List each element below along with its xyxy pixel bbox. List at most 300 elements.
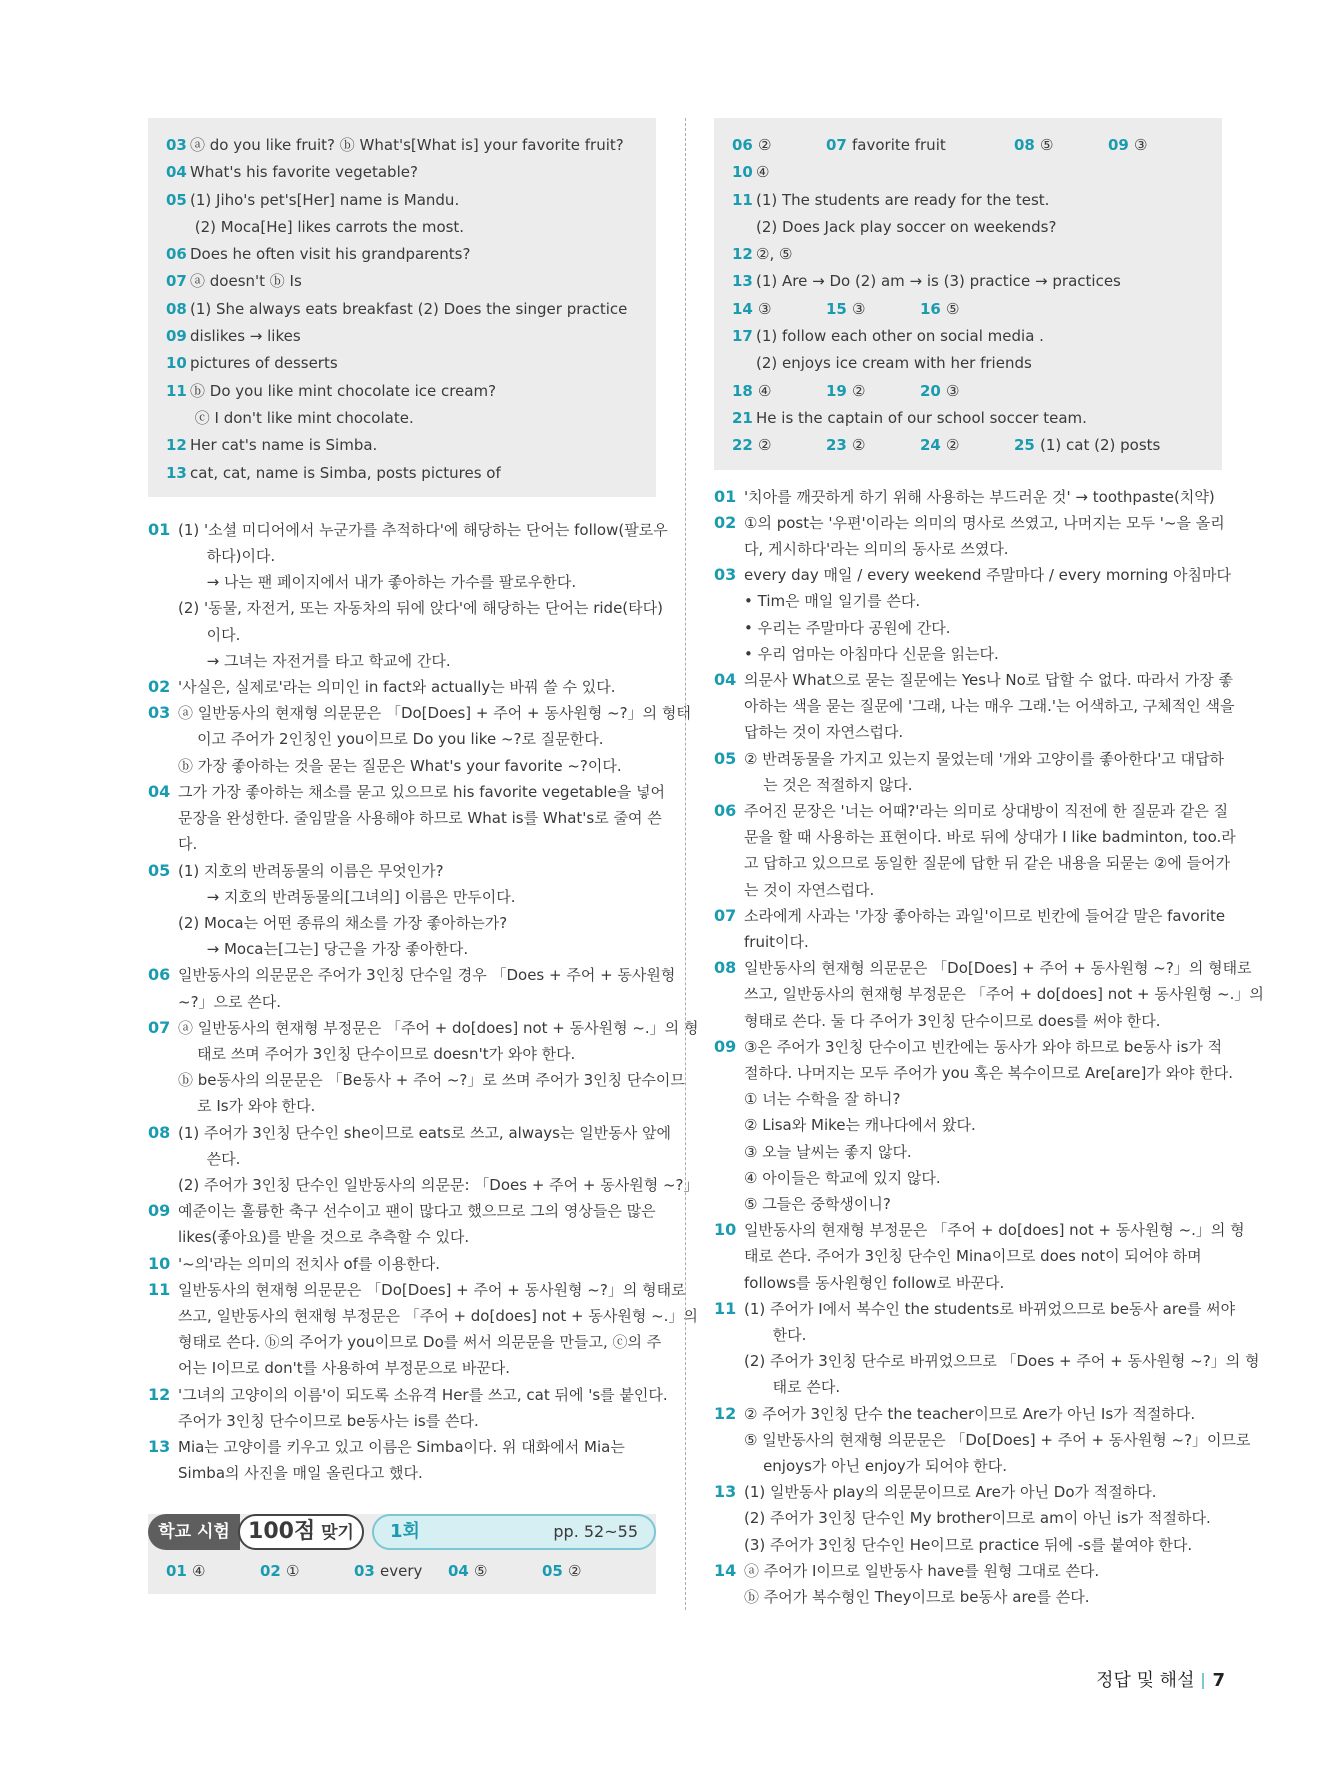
answer-cell [1014, 432, 1214, 459]
answer-text: (1) She always eats breakfast (2) Does the singer practice [190, 299, 628, 318]
perfect-score-badge [238, 1514, 364, 1550]
perfect-score-number: 100점 [248, 1519, 316, 1545]
explanation-item [148, 858, 656, 963]
explanation-item [148, 1382, 668, 1434]
explanation-number: 10 [148, 1253, 171, 1273]
explanation-number: 03 [714, 565, 737, 585]
answer-number: 10 [732, 163, 753, 182]
answer-text: ② [758, 136, 772, 154]
answer-text: What's his favorite vegetable? [190, 163, 418, 182]
explanation-lines [178, 779, 665, 858]
explanation-lines [744, 667, 1234, 746]
explanation-item [714, 955, 1264, 1034]
answer-number: 03 [354, 1562, 375, 1581]
perfect-score-suffix: 맞기 [321, 1523, 354, 1544]
explanation-line: ⓑ 가장 좋아하는 것을 묻는 질문은 What's your favorite ~?이다. [178, 756, 622, 775]
explanation-line: '치아를 깨끗하게 하기 위해 사용하는 부드러운 것' → toothpaste(치약) [744, 487, 1215, 506]
explanation-item [148, 962, 676, 1014]
explanation-item [714, 562, 1231, 667]
explanation-lines [178, 1120, 699, 1199]
explanation-number: 07 [148, 1017, 171, 1037]
explanation-lines [744, 903, 1225, 955]
answer-text: ② [568, 1562, 582, 1581]
explanation-lines [744, 1296, 1259, 1401]
explanation-line: 는 것은 적절하지 않다. [744, 775, 913, 794]
answer-line [732, 350, 1204, 377]
explanation-line: 태로 쓰며 주어가 3인칭 단수이므로 doesn't가 와야 한다. [178, 1044, 576, 1063]
explanation-line: ①의 post는 '우편'이라는 의미의 명사로 쓰였고, 나머지는 모두 '~을 올리 [744, 513, 1225, 532]
explanation-item [148, 1120, 699, 1199]
answer-number: 13 [166, 463, 187, 482]
explanation-line: 태로 쓴다. 주어가 3인칭 단수인 Mina이므로 does not이 되어야 하며 [744, 1247, 1202, 1266]
explanation-line: 소라에게 사과는 '가장 좋아하는 과일'이므로 빈칸에 들어갈 말은 favorite [744, 906, 1226, 925]
explanation-line: (1) 주어가 I에서 복수인 the students로 바뀌었으므로 be동사 are를 써야 [744, 1299, 1236, 1318]
explanation-number: 05 [148, 860, 171, 880]
explanation-line: (2) 주어가 3인칭 단수로 바뀌었으므로 「Does + 주어 + 동사원형 ~?」의 형 [744, 1352, 1260, 1371]
answer-line [732, 214, 1204, 241]
explanation-lines [744, 955, 1264, 1034]
explanation-number: 10 [714, 1220, 737, 1240]
explanation-line: ⓐ 일반동사의 현재형 의문문은 「Do[Does] + 주어 + 동사원형 ~?」의 형태 [178, 704, 691, 723]
answer-line [166, 378, 638, 405]
page-range: pp. 52~55 [553, 1522, 638, 1542]
explanation-lines [178, 1434, 656, 1486]
answer-text: (1) follow each other on social media . [756, 327, 1044, 346]
explanation-line: • 우리는 주말마다 공원에 간다. [744, 618, 951, 637]
answer-text: Her cat's name is Simba. [190, 436, 378, 455]
explanation-line: enjoys가 아닌 enjoy가 되어야 한다. [744, 1457, 1008, 1476]
explanation-line: 그가 가장 좋아하는 채소를 묻고 있으므로 his favorite vegetable을 넣어 [178, 782, 666, 801]
answer-text: ② [758, 436, 772, 455]
answer-cell [732, 132, 826, 159]
round-pill [372, 1514, 656, 1550]
answer-text: cat, cat, name is Simba, posts pictures of [190, 463, 501, 482]
answer-number: 12 [732, 245, 753, 264]
answer-line [166, 214, 638, 241]
explanation-number: 06 [714, 801, 737, 820]
answer-text: He is the captain of our school soccer team. [756, 408, 1087, 427]
explanation-line: ③ 오늘 날씨는 좋지 않다. [744, 1142, 912, 1161]
footer-divider [1202, 1673, 1204, 1689]
answer-text: ② [852, 436, 866, 455]
answer-number: 09 [166, 327, 187, 346]
answer-text: ⓐ doesn't ⓑ Is [190, 272, 302, 291]
explanation-line: 아하는 색을 묻는 질문에 '그래, 나는 매우 그래.'는 어색하고, 구체적인 색을 [744, 697, 1235, 716]
explanation-line: ⓐ 일반동사의 현재형 부정문은 「주어 + do[does] not + 동사원형 ~.」의 형 [178, 1018, 699, 1037]
explanation-line: (2) 주어가 3인칭 단수인 My brother이므로 am이 아닌 is가 적절하다. [744, 1509, 1211, 1528]
answer-cell [920, 378, 1014, 405]
explanation-item [714, 1479, 1222, 1558]
explanation-line: 일반동사의 현재형 의문문은 「Do[Does] + 주어 + 동사원형 ~?」의 형태로 [178, 1280, 686, 1299]
page-number: 7 [1212, 1670, 1225, 1691]
answer-text: (1) Jiho's pet's[Her] name is Mandu. [190, 190, 460, 209]
explanation-line: (2) 주어가 3인칭 단수인 일반동사의 의문문: 「Does + 주어 + 동사원형 ~?」 [178, 1175, 699, 1194]
answer-number: 20 [920, 381, 941, 400]
explanation-line: 이다. [178, 625, 241, 644]
explanation-line: likes(좋아요)를 받을 것으로 추측할 수 있다. [178, 1228, 470, 1247]
answer-cell [166, 1558, 260, 1585]
answer-text: ②, ⑤ [756, 245, 793, 264]
explanation-line: (1) 지호의 반려동물의 이름은 무엇인가? [178, 861, 444, 880]
explanation-number: 08 [714, 958, 737, 978]
answer-line [166, 241, 638, 268]
explanation-lines [744, 1558, 1222, 1610]
answer-cell [542, 1558, 636, 1585]
explanation-line: 절하다. 나머지는 모두 주어가 you 혹은 복수이므로 Are[are]가 와야 한다. [744, 1064, 1234, 1083]
answer-line [166, 296, 638, 323]
explanation-line: Simba의 사진을 매일 올린다고 했다. [178, 1464, 423, 1483]
explanation-item [714, 1558, 1222, 1610]
explanation-item [148, 674, 656, 700]
explanation-line: ⑤ 그들은 중학생이니? [744, 1195, 891, 1214]
explanation-number: 01 [714, 486, 737, 506]
explanation-number: 12 [148, 1384, 171, 1404]
explanation-line: ⑤ 일반동사의 현재형 의문문은 「Do[Does] + 주어 + 동사원형 ~?」이므로 [744, 1430, 1251, 1449]
answer-cell [826, 296, 920, 323]
explanation-number: 05 [714, 748, 737, 768]
explanation-number: 07 [714, 905, 737, 925]
answer-grid-row [166, 1558, 638, 1585]
explanation-line: 로 Is가 와야 한다. [178, 1097, 316, 1116]
explanation-number: 09 [714, 1036, 737, 1056]
explanation-number: 11 [714, 1298, 737, 1318]
answer-number: 05 [542, 1562, 563, 1581]
explanation-lines [178, 1015, 698, 1120]
answer-number: 21 [732, 408, 753, 427]
explanation-number: 02 [714, 512, 737, 532]
answer-number: 25 [1014, 436, 1035, 455]
answer-line [732, 323, 1204, 350]
explanation-line: 태로 쓴다. [744, 1378, 841, 1397]
explanation-lines [178, 700, 691, 779]
explanation-lines [744, 1479, 1222, 1558]
answer-grid-row [732, 378, 1204, 405]
answer-cell [354, 1558, 448, 1585]
answer-line [166, 460, 638, 487]
answer-text: pictures of desserts [190, 354, 338, 373]
test-header [148, 1514, 656, 1550]
explanation-line: ~?」으로 쓴다. [178, 992, 282, 1011]
explanation-item [714, 746, 1225, 798]
answer-grid-row [732, 132, 1204, 159]
answer-number: 07 [166, 272, 187, 291]
explanation-number: 01 [148, 519, 171, 539]
answer-cell [1108, 132, 1202, 159]
explanation-item [714, 1217, 1245, 1296]
explanation-lines [178, 1382, 668, 1434]
school-test-label: 학교 시험 [148, 1514, 240, 1550]
explanation-lines [744, 1217, 1245, 1296]
answer-number: 11 [166, 381, 187, 400]
explanation-item [148, 700, 691, 779]
answer-text: (2) Does Jack play soccer on weekends? [756, 217, 1057, 236]
explanation-line: 문장을 완성한다. 줄임말을 사용해야 하므로 What is를 What's로 줄여 쓴 [178, 809, 662, 828]
answer-cell [826, 132, 1014, 159]
answer-text: ③ [758, 299, 772, 318]
answer-line [166, 187, 638, 214]
explanation-line: 고 답하고 있으므로 동일한 질문에 답한 뒤 같은 내용을 되묻는 ②에 들어가 [744, 854, 1231, 873]
answer-text: ③ [852, 299, 866, 318]
explanation-lines [178, 1198, 656, 1250]
explanation-line: 이고 주어가 2인칭인 you이므로 Do you like ~?로 질문한다. [178, 730, 604, 749]
answer-number: 01 [166, 1562, 187, 1581]
explanation-line: every day 매일 / every weekend 주말마다 / every morning 아침마다 [744, 566, 1231, 585]
explanation-item [714, 798, 1236, 903]
answer-cell [920, 296, 1014, 323]
answer-line [166, 405, 638, 432]
explanation-lines [744, 746, 1224, 798]
answer-grid-row [732, 432, 1204, 459]
explanation-line: Mia는 고양이를 키우고 있고 이름은 Simba이다. 위 대화에서 Mia는 [178, 1437, 625, 1456]
explanation-line: 주어진 문장은 '너는 어때?'라는 의미로 상대방이 직전에 한 질문과 같은 질 [744, 802, 1229, 820]
explanation-lines [744, 562, 1231, 667]
explanation-number: 11 [148, 1279, 171, 1299]
answer-number: 22 [732, 436, 753, 455]
explanation-lines [744, 484, 1222, 510]
explanation-item [148, 1198, 656, 1250]
explanation-lines [744, 1034, 1233, 1217]
explanation-number: 14 [714, 1560, 737, 1580]
explanation-number: 13 [148, 1436, 171, 1456]
explanation-line: 어는 I이므로 don't를 사용하여 부정문으로 바꾼다. [178, 1359, 511, 1378]
explanation-line: follows를 동사원형인 follow로 바꾼다. [744, 1273, 1005, 1292]
explanation-item [714, 903, 1226, 955]
answer-text: ⑤ [1040, 136, 1054, 154]
explanation-line: '~의'라는 의미의 전치사 of를 이용한다. [178, 1254, 440, 1273]
explanation-line: • Tim은 매일 일기를 쓴다. [744, 592, 921, 611]
explanation-item [148, 1434, 656, 1486]
answer-line [166, 268, 638, 295]
explanation-line: (2) Moca는 어떤 종류의 채소를 가장 좋아하는가? [178, 913, 508, 932]
answer-number: 19 [826, 381, 847, 400]
answer-text: ④ [758, 381, 772, 400]
explanation-line: ② Lisa와 Mike는 캐나다에서 왔다. [744, 1116, 976, 1135]
answer-line [166, 323, 638, 350]
explanation-line: 예준이는 훌륭한 축구 선수이고 팬이 많다고 했으므로 그의 영상들은 많은 [178, 1202, 656, 1221]
left-explanations [148, 517, 699, 1487]
answer-number: 08 [1014, 136, 1035, 154]
explanation-line: 형태로 쓴다. 둘 다 주어가 3인칭 단수이므로 does를 써야 한다. [744, 1011, 1161, 1030]
right-explanations [714, 484, 1264, 1611]
answer-text: (2) Moca[He] likes carrots the most. [190, 217, 465, 236]
explanation-item [148, 779, 666, 858]
explanation-line: ① 너는 수학을 잘 하니? [744, 1090, 901, 1109]
answer-number: 06 [166, 245, 187, 264]
answer-number: 24 [920, 436, 941, 455]
explanation-item [148, 1277, 698, 1382]
explanation-line: → 나는 팬 페이지에서 내가 좋아하는 가수를 팔로우한다. [178, 573, 577, 592]
answer-line [166, 132, 638, 159]
answer-cell [1014, 132, 1108, 159]
explanation-line: 다, 게시하다'라는 의미의 동사로 쓰였다. [744, 539, 1009, 558]
answer-cell [448, 1558, 542, 1585]
explanation-line: (3) 주어가 3인칭 단수인 He이므로 practice 뒤에 -s를 붙여야 한다. [744, 1535, 1193, 1554]
explanation-line: fruit이다. [744, 933, 809, 952]
explanation-line: 쓰고, 일반동사의 현재형 부정문은 「주어 + do[does] not + 동사원형 ~.」의 [178, 1306, 698, 1325]
explanation-line: 쓰고, 일반동사의 현재형 부정문은 「주어 + do[does] not + 동사원형 ~.」의 [744, 985, 1264, 1004]
answer-number: 10 [166, 354, 187, 373]
explanation-lines [178, 517, 668, 674]
answer-grid-row [732, 296, 1204, 323]
column-divider [685, 118, 686, 1610]
explanation-item [148, 1015, 699, 1120]
explanation-item [148, 1251, 656, 1277]
explanation-line: ⓑ be동사의 의문문은 「Be동사 + 주어 ~?」로 쓰며 주어가 3인칭 단수이므 [178, 1071, 685, 1090]
answer-number: 08 [166, 299, 187, 318]
explanation-number: 04 [148, 781, 171, 801]
answer-number: 02 [260, 1562, 281, 1581]
answer-text: ② [946, 436, 960, 455]
answer-number: 06 [732, 136, 753, 154]
explanation-item [714, 667, 1235, 746]
explanation-number: 08 [148, 1122, 171, 1142]
answer-line [732, 187, 1204, 214]
answer-cell [920, 432, 1014, 459]
explanation-item [714, 1296, 1260, 1401]
explanation-number: 12 [714, 1403, 737, 1423]
answer-text: favorite fruit [852, 136, 946, 154]
explanation-line: (1) '소셜 미디어에서 누군가를 추적하다'에 해당하는 단어는 follow(팔로우 [178, 520, 668, 539]
answer-cell [826, 432, 920, 459]
explanation-line: • 우리 엄마는 아침마다 신문을 읽는다. [744, 644, 999, 663]
explanation-line: (1) 주어가 3인칭 단수인 she이므로 eats로 쓰고, always는 일반동사 앞에 [178, 1123, 671, 1142]
answer-text: Does he often visit his grandparents? [190, 245, 471, 264]
answer-text: ② [852, 381, 866, 400]
answer-number: 04 [448, 1562, 469, 1581]
explanation-number: 03 [148, 703, 171, 723]
answer-text: ⓒ I don't like mint chocolate. [190, 408, 414, 427]
answer-text: ③ [946, 381, 960, 400]
answer-text: ④ [192, 1562, 206, 1581]
explanation-line: 다. [178, 835, 198, 854]
answer-text: ⓑ Do you like mint chocolate ice cream? [190, 381, 497, 400]
answer-text: every [380, 1562, 423, 1581]
answer-line [732, 268, 1204, 295]
answer-text: (1) The students are ready for the test. [756, 190, 1050, 209]
left-column [148, 118, 699, 1594]
explanation-line: 하다)이다. [178, 547, 276, 566]
answer-number: 07 [826, 136, 847, 154]
answer-cell [260, 1558, 354, 1585]
answer-number: 11 [732, 190, 753, 209]
explanation-number: 04 [714, 669, 737, 689]
answer-line [166, 350, 638, 377]
answer-text: ③ [1134, 136, 1148, 154]
explanation-line: ④ 아이들은 학교에 있지 않다. [744, 1168, 941, 1187]
explanation-lines [178, 674, 656, 700]
explanation-item [714, 1034, 1234, 1217]
explanation-item [714, 1401, 1251, 1480]
answer-line [166, 159, 638, 186]
answer-text: (1) cat (2) posts [1040, 436, 1161, 455]
answer-line [732, 241, 1204, 268]
explanation-lines [178, 858, 656, 963]
explanation-number: 06 [148, 965, 171, 985]
answer-text: ④ [756, 163, 770, 182]
explanation-line: 의문사 What으로 묻는 질문에는 Yes나 No로 답할 수 없다. 따라서 가장 좋 [744, 670, 1234, 689]
explanation-line: 형태로 쓴다. ⓑ의 주어가 you이므로 Do를 써서 의문문을 만들고, ⓒ의 주 [178, 1333, 662, 1352]
explanation-line: ⓐ 주어가 I이므로 일반동사 have를 원형 그대로 쓴다. [744, 1561, 1100, 1580]
answer-text: ① [286, 1562, 300, 1581]
explanation-line: (1) 일반동사 play의 의문문이므로 Are가 아닌 Do가 적절하다. [744, 1483, 1157, 1502]
explanation-line: 는 것이 자연스럽다. [744, 880, 875, 899]
answer-text: (1) Are → Do (2) am → is (3) practice → practices [756, 272, 1121, 291]
explanation-line: ③은 주어가 3인칭 단수이고 빈칸에는 동사가 와야 하므로 be동사 is가 적 [744, 1037, 1223, 1056]
answer-number: 05 [166, 190, 187, 209]
round-label: 1회 [390, 1521, 420, 1543]
explanation-line: → 그녀는 자전거를 타고 학교에 간다. [178, 651, 451, 670]
answer-line [732, 159, 1204, 186]
answer-text: dislikes → likes [190, 327, 301, 346]
explanation-line: 일반동사의 현재형 의문문은 「Do[Does] + 주어 + 동사원형 ~?」의 형태로 [744, 959, 1252, 978]
explanation-line: 답하는 것이 자연스럽다. [744, 723, 904, 742]
answer-cell [732, 296, 826, 323]
answer-text: ⓐ do you like fruit? ⓑ What's[What is] your favorite fruit? [190, 136, 624, 154]
explanation-lines [178, 1277, 698, 1382]
explanation-number: 13 [714, 1482, 737, 1502]
explanation-line: '사실은, 실제로'라는 의미인 in fact와 actually는 바꿔 쓸 수 있다. [178, 678, 616, 697]
answer-text: (2) enjoys ice cream with her friends [756, 354, 1032, 373]
page-footer [1096, 1666, 1225, 1692]
answer-number: 14 [732, 299, 753, 318]
left-answer-box [148, 118, 656, 497]
answer-line [732, 405, 1204, 432]
answer-number: 13 [732, 272, 753, 291]
answer-cell [826, 378, 920, 405]
explanation-line: 일반동사의 현재형 부정문은 「주어 + do[does] not + 동사원형 ~.」의 형 [744, 1221, 1245, 1240]
explanation-lines [744, 510, 1225, 562]
explanation-lines [178, 1251, 656, 1277]
answer-number: 09 [1108, 136, 1129, 154]
answer-cell [732, 378, 826, 405]
explanation-line: ② 반려동물을 가지고 있는지 물었는데 '개와 고양이를 좋아한다'고 대답하 [744, 749, 1225, 768]
answer-number: 17 [732, 327, 753, 346]
answer-text: ⑤ [474, 1562, 488, 1581]
answer-number: 15 [826, 299, 847, 318]
explanation-line: 쓴다. [178, 1149, 241, 1168]
explanation-line: (2) '동물, 자전거, 또는 자동차의 뒤에 앉다'에 해당하는 단어는 ride(타다) [178, 599, 663, 618]
answer-number: 23 [826, 436, 847, 455]
explanation-line: 한다. [744, 1326, 807, 1345]
explanation-line: 주어가 3인칭 단수이므로 be동사는 is를 쓴다. [178, 1411, 479, 1430]
explanation-line: 문을 할 때 사용하는 표현이다. 바로 뒤에 상대가 I like badminton, too.라 [744, 828, 1236, 847]
answer-number: 18 [732, 381, 753, 400]
explanation-lines [744, 798, 1236, 903]
explanation-line: '그녀의 고양이의 이름'이 되도록 소유격 Her를 쓰고, cat 뒤에 's를 붙인다. [178, 1385, 668, 1404]
answer-number: 03 [166, 136, 187, 154]
explanation-line: ② 주어가 3인칭 단수 the teacher이므로 Are가 아닌 Is가 적절하다. [744, 1404, 1196, 1423]
answer-line [166, 432, 638, 459]
explanation-line: → 지호의 반려동물의[그녀의] 이름은 만두이다. [178, 887, 516, 906]
explanation-number: 02 [148, 677, 171, 697]
explanation-number: 09 [148, 1201, 171, 1221]
explanation-line: ⓑ 주어가 복수형인 They이므로 be동사 are를 쓴다. [744, 1588, 1090, 1607]
explanation-lines [178, 962, 675, 1014]
right-column [714, 118, 1264, 1610]
footer-label: 정답 및 해설 [1096, 1670, 1195, 1691]
answer-cell [732, 432, 826, 459]
explanation-line: → Moca는[그는] 당근을 가장 좋아한다. [178, 940, 469, 959]
right-answer-box [714, 118, 1222, 470]
answer-text: ⑤ [946, 299, 960, 318]
test-answer-box [148, 1550, 656, 1593]
explanation-item [714, 510, 1225, 562]
answer-number: 16 [920, 299, 941, 318]
explanation-lines [744, 1401, 1251, 1480]
explanation-line: 일반동사의 의문문은 주어가 3인칭 단수일 경우 「Does + 주어 + 동사원형 [178, 966, 676, 985]
explanation-item [714, 484, 1222, 510]
explanation-item [148, 517, 668, 674]
